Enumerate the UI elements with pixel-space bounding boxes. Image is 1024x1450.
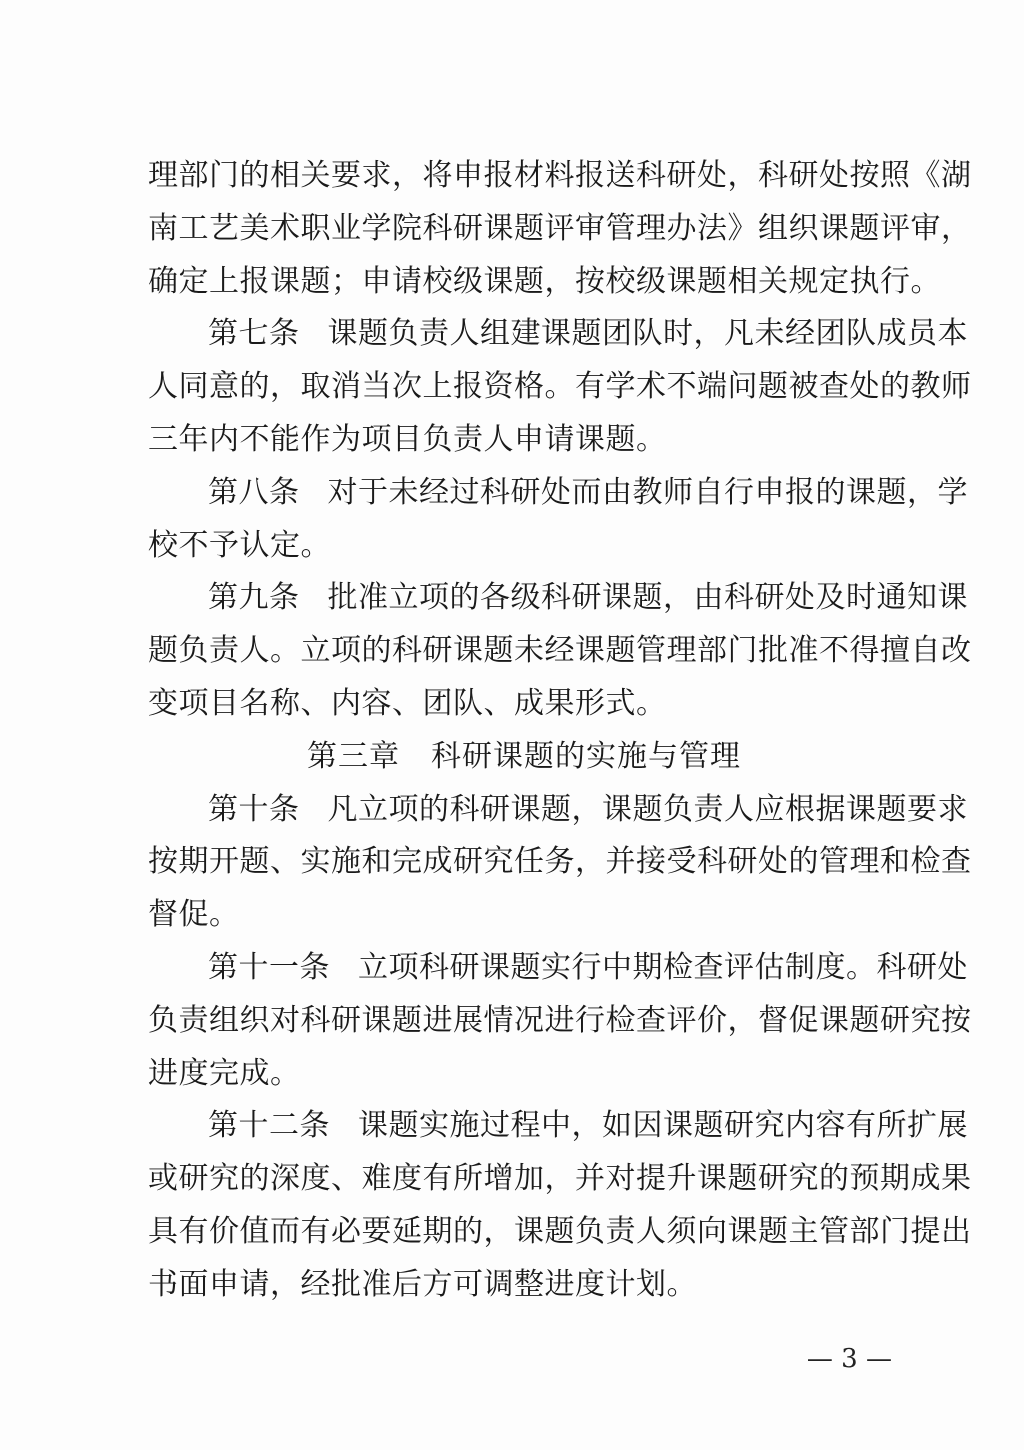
line-text: 人同意的，取消当次上报资格。有学术不端问题被查处的教师	[148, 369, 972, 405]
text-line	[148, 203, 972, 256]
text-line	[148, 520, 900, 573]
text-line	[148, 625, 972, 678]
continued-paragraph	[148, 150, 972, 308]
line-text: 督促。	[148, 897, 240, 933]
document-body	[148, 150, 972, 1312]
article-label: 第十一条	[208, 949, 330, 985]
line-text: 题负责人。立项的科研课题未经课题管理部门批准不得擅自改	[148, 633, 972, 669]
chapter-heading: 第三章 科研课题的实施与管理	[307, 738, 741, 774]
line-text: 立项科研课题实行中期检查评估制度。科研处	[358, 949, 968, 985]
line-text: 课题负责人组建课题团队时，凡未经团队成员本	[327, 316, 968, 352]
article-paragraph	[148, 572, 972, 730]
text-line	[148, 995, 972, 1048]
text-line	[148, 361, 972, 414]
text-line	[148, 889, 900, 942]
text-line	[148, 467, 968, 520]
line-text: 变项目名称、内容、团队、成果形式。	[148, 685, 667, 721]
article-paragraph	[148, 784, 972, 942]
line-text: 校不予认定。	[148, 527, 331, 563]
text-line	[148, 1100, 968, 1153]
line-text: 或研究的深度、难度有所增加，并对提升课题研究的预期成果	[148, 1161, 972, 1197]
text-line	[148, 942, 968, 995]
article-paragraph	[148, 467, 968, 573]
text-line	[148, 784, 968, 837]
text-line	[148, 678, 900, 731]
text-line	[148, 572, 968, 625]
line-text: 南工艺美术职业学院科研课题评审管理办法》组织课题评审，	[148, 210, 972, 246]
line-text: 批准立项的各级科研课题，由科研处及时通知课	[327, 580, 968, 616]
page-number: — 3 —	[806, 1344, 892, 1374]
text-line	[148, 1048, 900, 1101]
text-line	[148, 308, 968, 361]
line-text: 凡立项的科研课题，课题负责人应根据课题要求	[327, 791, 968, 827]
line-text: 负责组织对科研课题进展情况进行检查评价，督促课题研究按	[148, 1002, 972, 1038]
line-text: 进度完成。	[148, 1055, 301, 1091]
text-line	[148, 1206, 972, 1259]
text-line	[148, 1259, 900, 1312]
line-text: 三年内不能作为项目负责人申请课题。	[148, 421, 667, 457]
article-label: 第十条	[208, 791, 300, 827]
line-text: 具有价值而有必要延期的，课题负责人须向课题主管部门提出	[148, 1213, 972, 1249]
line-text: 确定上报课题；申请校级课题，按校级课题相关规定执行。	[148, 263, 941, 299]
article-label: 第八条	[208, 474, 300, 510]
text-line	[148, 836, 972, 889]
article-paragraph	[148, 308, 972, 466]
line-text: 对于未经过科研处而由教师自行申报的课题，学	[327, 474, 968, 510]
article-paragraph	[148, 942, 972, 1100]
text-line	[148, 1153, 972, 1206]
line-text: 课题实施过程中，如因课题研究内容有所扩展	[358, 1108, 968, 1144]
text-line	[148, 256, 941, 309]
article-label: 第七条	[208, 316, 300, 352]
article-paragraph	[148, 1100, 972, 1311]
line-text: 书面申请，经批准后方可调整进度计划。	[148, 1266, 697, 1302]
text-line	[148, 414, 900, 467]
article-label: 第十二条	[208, 1108, 330, 1144]
article-label: 第九条	[208, 580, 300, 616]
text-line	[148, 150, 972, 203]
line-text: 按期开题、实施和完成研究任务，并接受科研处的管理和检查	[148, 844, 972, 880]
line-text: 理部门的相关要求，将申报材料报送科研处，科研处按照《湖	[148, 158, 972, 193]
